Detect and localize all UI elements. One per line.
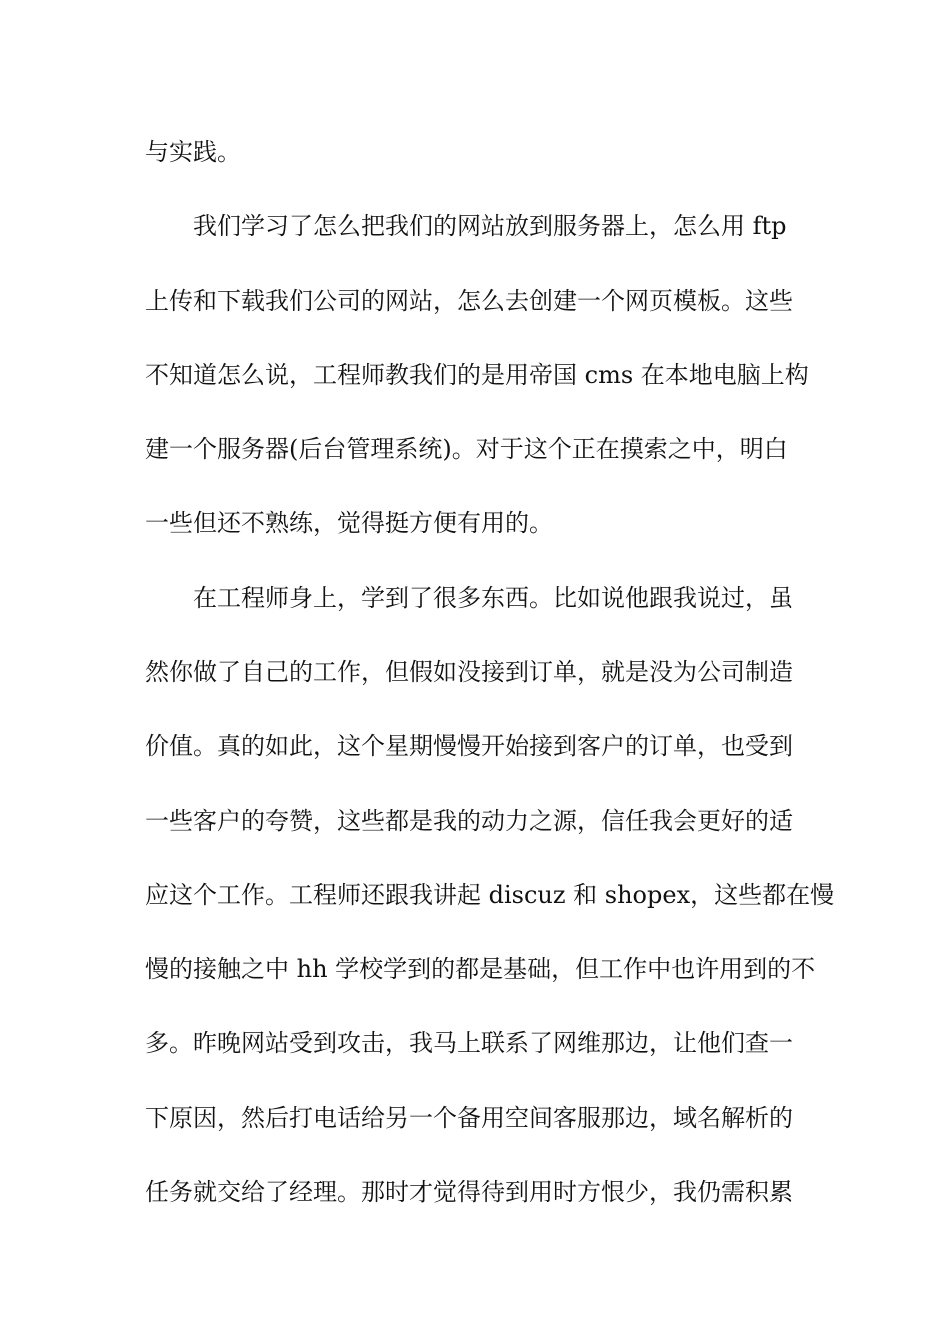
text-line: 一些但还不熟练，觉得挺方便有用的。: [145, 509, 553, 537]
paragraph-start-line: 我们学习了怎么把我们的网站放到服务器上，怎么用 ftp: [193, 212, 787, 240]
text-line: 应这个工作。工程师还跟我讲起 discuz 和 shopex，这些都在慢: [145, 881, 835, 909]
text-line: 建一个服务器(后台管理系统)。对于这个正在摸索之中，明白: [145, 435, 788, 463]
text-line: 下原因，然后打电话给另一个备用空间客服那边，域名解析的: [145, 1104, 793, 1132]
paragraph-start-line: 在工程师身上，学到了很多东西。比如说他跟我说过，虽: [193, 584, 793, 612]
text-line: 不知道怎么说，工程师教我们的是用帝国 cms 在本地电脑上构: [145, 361, 809, 389]
text-line: 慢的接触之中 hh 学校学到的都是基础，但工作中也许用到的不: [145, 955, 816, 983]
text-line: 任务就交给了经理。那时才觉得待到用时方恨少，我仍需积累: [145, 1178, 793, 1206]
text-line: 价值。真的如此，这个星期慢慢开始接到客户的订单，也受到: [145, 732, 793, 760]
text-line: 然你做了自己的工作，但假如没接到订单，就是没为公司制造: [145, 658, 793, 686]
text-line: 上传和下载我们公司的网站，怎么去创建一个网页模板。这些: [145, 287, 793, 315]
text-line: 一些客户的夸赞，这些都是我的动力之源，信任我会更好的适: [145, 807, 793, 835]
text-line: 多。昨晚网站受到攻击，我马上联系了网维那边，让他们查一: [145, 1029, 793, 1057]
text-line: 与实践。: [145, 138, 241, 166]
